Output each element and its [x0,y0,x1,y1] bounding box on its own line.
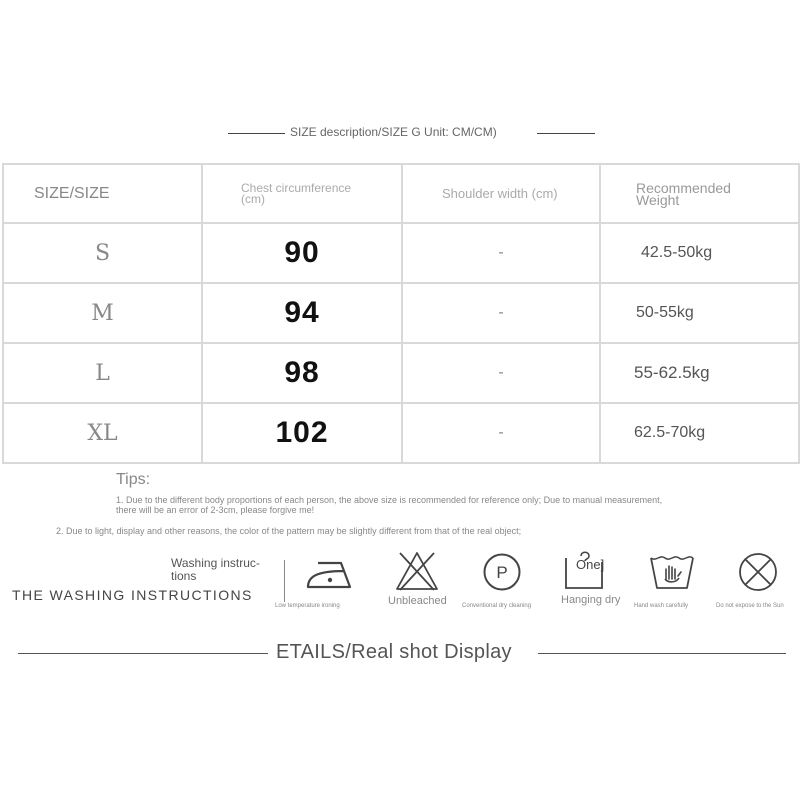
weight-cell: 55-62.5kg [600,343,799,403]
header-weight [600,164,799,223]
dry-clean-p-icon [482,552,522,592]
washing-main-label: THE WASHING INSTRUCTIONS [12,587,253,603]
table-row [3,343,799,403]
header-weight-line1: Recommended [636,179,731,196]
size-cell: XL [3,403,202,463]
table-row [3,223,799,283]
title-right-line [537,133,595,134]
size-title-row [0,120,800,146]
footer-title: ETAILS/Real shot Display [276,641,512,663]
hand-wash-caption: Hand wash carefully [634,603,689,609]
washing-sub-label [171,557,271,583]
size-cell: M [3,283,202,343]
no-sun-icon [737,551,779,593]
washing-sub-label-line2: tions [171,569,197,583]
tip-1-line2: there will be an error of 2-3cm, please forgive me! [116,505,315,515]
chest-cell: 90 [202,223,402,283]
tip-1-line1: 1. Due to the different body proportions of each person, the above size is recommended for reference only; Due to manual measurement, [116,495,663,505]
chest-cell: 98 [202,343,402,403]
table-header-row [3,164,799,223]
size-table [2,163,800,464]
header-chest-line1: Chest circumference [241,180,352,195]
weight-cell: 50-55kg [600,283,799,343]
hanging-dry-symbol: One] [576,557,605,572]
hanging-dry-caption: Hanging dry [561,594,621,606]
tips-title: Tips: [116,471,151,488]
table-row [3,283,799,343]
shoulder-cell: - [402,283,600,343]
iron-caption: Low temperature ironing [275,603,340,609]
weight-cell: 62.5-70kg [600,403,799,463]
size-cell: L [3,343,202,403]
header-chest-line2: (cm) [241,191,265,206]
chest-cell: 102 [202,403,402,463]
washing-divider [284,560,285,602]
tip-2: 2. Due to light, display and other reasons, the color of the pattern may be slightly different from that of the real object; [56,526,522,536]
footer-right-line [538,653,786,654]
size-title: SIZE description/SIZE G Unit: CM/CM) [290,125,497,139]
no-sun-caption: Do not expose to the Sun [716,603,784,609]
shoulder-cell: - [402,403,600,463]
hanging-dry-icon [562,548,616,592]
footer-left-line [18,653,268,654]
header-shoulder: Shoulder width (cm) [402,164,600,223]
shoulder-cell: - [402,223,600,283]
washing-sub-label-line1: Washing instruc- [171,556,260,570]
no-bleach-caption: Unbleached [388,595,447,607]
header-weight-line2: Weight [636,191,680,208]
title-left-line [228,133,285,134]
dry-clean-symbol: P [496,563,508,582]
shoulder-cell: - [402,343,600,403]
weight-cell: 42.5-50kg [600,223,799,283]
size-cell: S [3,223,202,283]
chest-cell: 94 [202,283,402,343]
header-size: SIZE/SIZE [3,164,202,223]
hand-wash-icon [648,552,696,592]
table-row [3,403,799,463]
iron-icon [304,557,356,593]
header-chest [202,164,402,223]
dry-clean-caption: Conventional dry cleaning [462,603,532,609]
tip-1 [116,495,796,515]
no-bleach-icon [394,550,440,592]
